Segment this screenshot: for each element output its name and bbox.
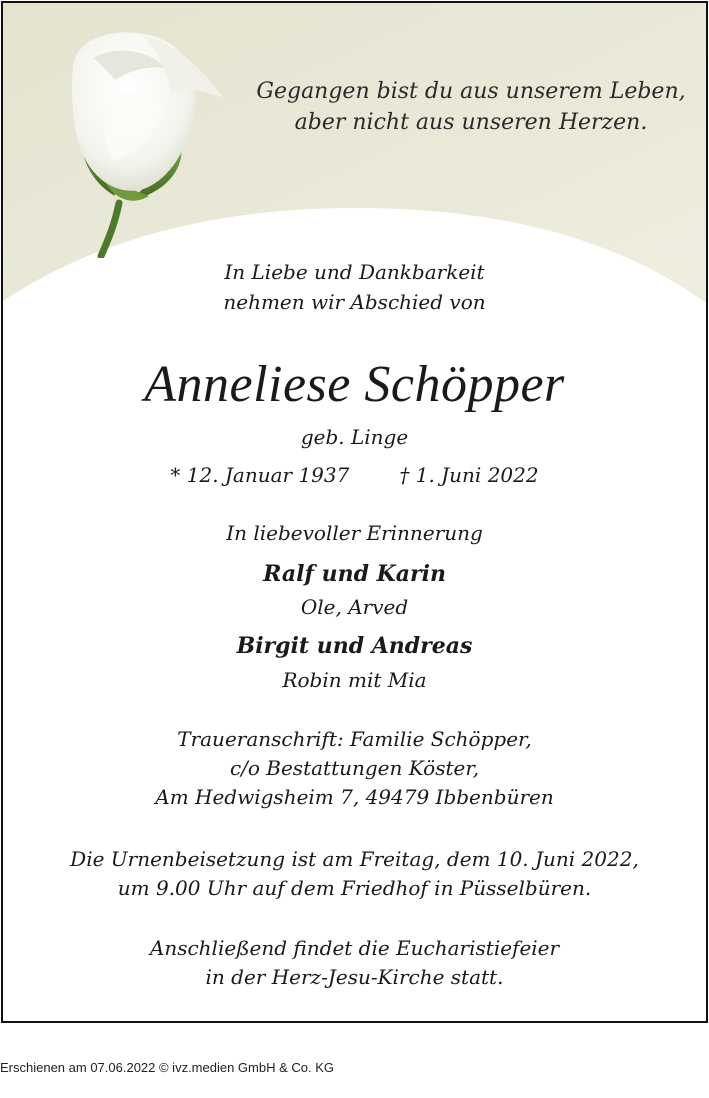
death-date: † 1. Juni 2022	[399, 463, 539, 487]
mourning-address	[3, 725, 706, 812]
motto-line-1: Gegangen bist du aus unserem Leben,	[256, 79, 686, 104]
white-rose-icon	[53, 28, 233, 258]
family-children-2: Robin mit Mia	[282, 668, 427, 692]
family-name-2: Birgit und Andreas	[236, 633, 473, 659]
intro-text	[3, 257, 706, 317]
intro-line-2: nehmen wir Abschied von	[223, 290, 486, 314]
obituary-card	[1, 1, 708, 1023]
funeral-line-1: Die Urnenbeisetzung ist am Freitag, dem 10. Juni 2022,	[70, 847, 639, 871]
address-line-1: Traueranschrift: Familie Schöpper,	[177, 727, 532, 751]
address-line-2: c/o Bestattungen Köster,	[229, 756, 480, 780]
motto-line-2: aber nicht aus unseren Herzen.	[294, 110, 648, 135]
motto-text	[253, 76, 689, 138]
publication-footer: Erschienen am 07.06.2022 © ivz.medien GmbH & Co. KG	[0, 1060, 335, 1075]
deceased-name: Anneliese Schöpper	[144, 356, 565, 413]
birth-date: * 12. Januar 1937	[170, 463, 350, 487]
address-line-3: Am Hedwigsheim 7, 49479 Ibbenbüren	[155, 785, 554, 809]
family-name-1: Ralf und Karin	[263, 561, 446, 587]
life-dates	[3, 461, 706, 489]
funeral-notice	[3, 845, 706, 903]
memory-heading: In liebevoller Erinnerung	[226, 521, 483, 545]
family-children-1: Ole, Arved	[300, 595, 409, 619]
intro-line-1: In Liebe und Dankbarkeit	[224, 260, 485, 284]
birth-name: geb. Linge	[300, 425, 409, 449]
funeral-line-2: um 9.00 Uhr auf dem Friedhof in Püsselbüren.	[117, 876, 592, 900]
service-line-1: Anschließend findet die Eucharistiefeier	[149, 936, 560, 960]
service-line-2: in der Herz-Jesu-Kirche statt.	[205, 965, 504, 989]
service-notice	[3, 934, 706, 992]
